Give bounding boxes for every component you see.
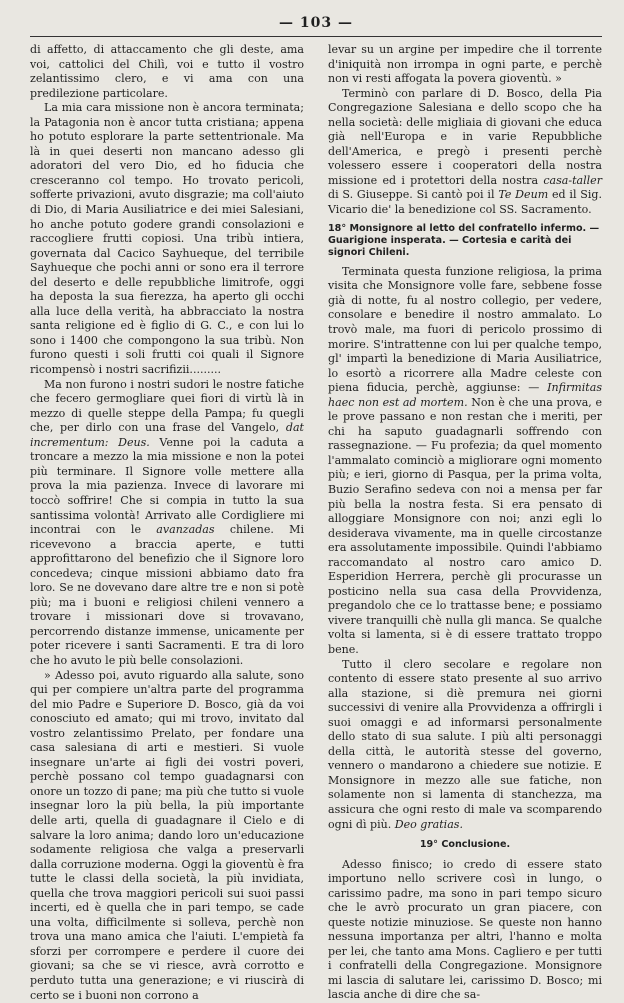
latin-term: Te Deum [498, 188, 549, 202]
two-column-body [30, 43, 602, 1003]
paragraph: di affetto, di attaccamento che gli deste, ama voi, cattolici del Chilì, voi e tutto il vostro zelantissimo clero, e vi ama con una predilezione particolare. [30, 43, 304, 100]
text-run: Terminata questa funzione religiosa, la prima visita che Monsignore volle fare, sebbene fosse già di notte, fu al nostro collegio, per vedere, consolare e benedire il nostro ammalato. Lo trovò male, ma fuori di pericolo prossimo di morire. S'intrattenne con lui per qualche tempo, gl' impartì la benedizione di Maria Ausiliatrice, lo esortò a ricorrere alla Madre celeste con piena fiducia, perchè, aggiunse: — [328, 264, 602, 395]
text-run: di S. Giuseppe. Si cantò poi il [328, 188, 499, 202]
section-heading-18: 18° Monsignore al letto del confratello infermo. — Guarigione insperata. — Cortesia e carità dei signori Chileni. [328, 222, 600, 259]
paragraph: levar su un argine per impedire che il torrente d'iniquità non irrompa in ogni parte, e perchè non vi resti affogata la povera gioventù. » [328, 43, 602, 86]
spanish-term: avanzadas [156, 523, 215, 537]
left-column [30, 43, 304, 1003]
text-run: Terminò con parlare di D. Bosco, della Pia Congregazione Salesiana e dello scopo che ha nella società: delle migliaia di giovani che educa già nell'Europa e in varie Repubbliche dell'America, e pregò i presenti perchè volessero essere i cooperatori della nostra missione ed i protettori della nostra [328, 86, 602, 187]
text-run: Ma non furono i nostri sudori le nostre fatiche che fecero germogliare quei fiori di virtù là in mezzo di quelle steppe della Pampa; fu quegli che, per dirlo con una frase del Vangelo, [30, 377, 304, 435]
paragraph [328, 87, 602, 218]
paragraph: La mia cara missione non è ancora terminata; la Patagonia non è ancor tutta cristiana; appena ho potuto esplorare la parte settentrionale. Ma là in quei deserti non mancano adesso gli adoratori del vero Dio, ed ho fiducia che cresceranno col tempo. Ho trovato pericoli, sofferte privazioni, avuto disgrazie; ma coll'aiuto di Dio, di Maria Ausiliatrice e dei miei Salesiani, ho anche potuto godere grandi consolazioni e raccogliere frutti copiosi. Una tribù intiera, governata dal Cacico Sayhueque, del terribile Sayhueque che pochi anni or sono era il terrore del deserto e delle repubbliche limitrofe, oggi ha deposta la sua fierezza, ha aperto gli occhi alla luce della verità, ha abbracciato la nostra santa religione ed è figlio di G. C., e con lui lo sono i 1400 che compongono la sua tribù. Non furono questi i soli frutti coi quali il Signore ricompensò i nostri sacrifizii......... [30, 101, 304, 377]
spanish-term: casa-taller [543, 173, 602, 187]
paragraph: » Adesso poi, avuto riguardo alla salute, sono qui per compiere un'altra parte del programma del mio Padre e Superiore D. Bosco, già da voi conosciuto ed amato; qui mi trovo, invitato dal vostro zelantissimo Prelato, per fondare una casa salesiana di arti e mestieri. Si vuole insegnare un'arte ai figli dei vostri poveri, perchè possano col tempo guadagnarsi con onore un tozzo di pane; ma più che tutto si vuole insegnar loro la più bella, la più importante delle arti, quella di guadagnare il Cielo e di salvare la loro anima; dando loro un'educazione sodamente religiosa che valga a preservarli dalla corruzione moderna. Oggi la gioventù è fra tutte le classi della società, la più invidiata, quella che trova maggiori pericoli sui suoi passi incerti, ed è quella che in pari tempo, se cade una volta, difficilmente si solleva, perchè non trova una mano amica che l'aiuti. L'empietà fa sforzi per corrompere e perdere il cuore dei giovani; sa che se vi riesce, avrà corrotto e perduto tutta una generazione; e vi riuscirà di certo se i buoni non corrono a [30, 668, 304, 1002]
text-run: chilene. Mi ricevevono a braccia aperte, e tutti approfittarono del benefizio che il Signore loro concedeva; cinque missioni abbiamo dato fra loro. Se ne dovevano dare altre tre e non si potè più; ma i buoni e religiosi chileni vennero a trovare i missionari dove si trovavano, percorrendo distanze immense, unicamente per poter ricevere i santi Sacramenti. E tra di loro che ho avuto le più belle consolazioni. [30, 523, 305, 667]
paragraph [328, 658, 602, 833]
text-run: Non è che una prova, e le prove passano e non restan che i meriti, per chi ha saputo guadagnarli soffrendo con rassegnazione. — Fu profezia; da quel momento l'ammalato cominciò a migliorare ogni momento più; e ieri, giorno di Pasqua, per la prima volta, Buzio Serafino sedeva con noi a mensa per far più bella la nostra festa. Si era pensato di alloggiare Monsignore con noi; anzi egli lo desiderava vivamente, ma in quelle circostanze era assolutamente impossibile. Quindi l'abbiamo raccomandato al nostro caro amico D. Esperidion Herrera, perchè gli procurasse un posticino nella sua casa della Provvidenza, pregandolo che ce lo trattasse bene; e possiamo vivere tranquilli chè nulla gli manca. Se qualche volta si lamenta, si è di essere trattato troppo bene. [328, 395, 602, 656]
paragraph: Adesso finisco; io credo di essere stato importuno nello scrivere così in lungo, o carissimo padre, ma sono in pari tempo sicuro che le avrò procurato un gran piacere, con queste notizie minuziose. Se queste non hanno nessuna importanza per altri, l'hanno e molta per lei, che tanto ama Mons. Cagliero e per tutti i confratelli della Congregazione. Monsignore mi lascia di salutare lei, carissimo D. Bosco; mi lascia anche di dire che sa- [328, 857, 602, 1002]
text-run: ed il Sig. Vicario die' la benedizione col SS. Sacramento. [328, 188, 602, 217]
right-column [328, 43, 602, 1003]
latin-quote: dat incrementum: Deus. [30, 421, 304, 449]
latin-term: Deo gratias. [394, 817, 463, 831]
text-run: Tutto il clero secolare e regolare non contento di essere stato presente al suo arrivo alla stazione, si diè premura nei giorni successivi di venire alla Provvidenza a offrirgli i suoi omaggi e ad informarsi personalmente dello stato di sua salute. I più alti personaggi della città, le autorità stesse del governo, vennero o mandarono a chiedere sue notizie. E Monsignore in mezzo alle sue fatiche, non solamente non si lamenta di stanchezza, ma assicura che ogni resto di male va scomparendo ogni dì più. [328, 657, 602, 831]
paragraph [30, 378, 304, 669]
page-number: — 103 — [279, 15, 353, 31]
paragraph [328, 265, 602, 658]
header-rule [30, 36, 602, 37]
text-run: Venne poi la caduta a troncare a mezzo la mia missione e non la potei più terminare. Il Signore volle mettere alla prova la mia pazienza. Invece di lavorare mi toccò soffrire! Che si compia in tutto la sua santissima volontà! Arrivato alle Cordigliere mi incontrai con le [30, 435, 305, 537]
latin-quote: Infirmitas haec non est ad mortem. [328, 381, 602, 409]
section-heading-19: 19° Conclusione. [419, 839, 511, 851]
